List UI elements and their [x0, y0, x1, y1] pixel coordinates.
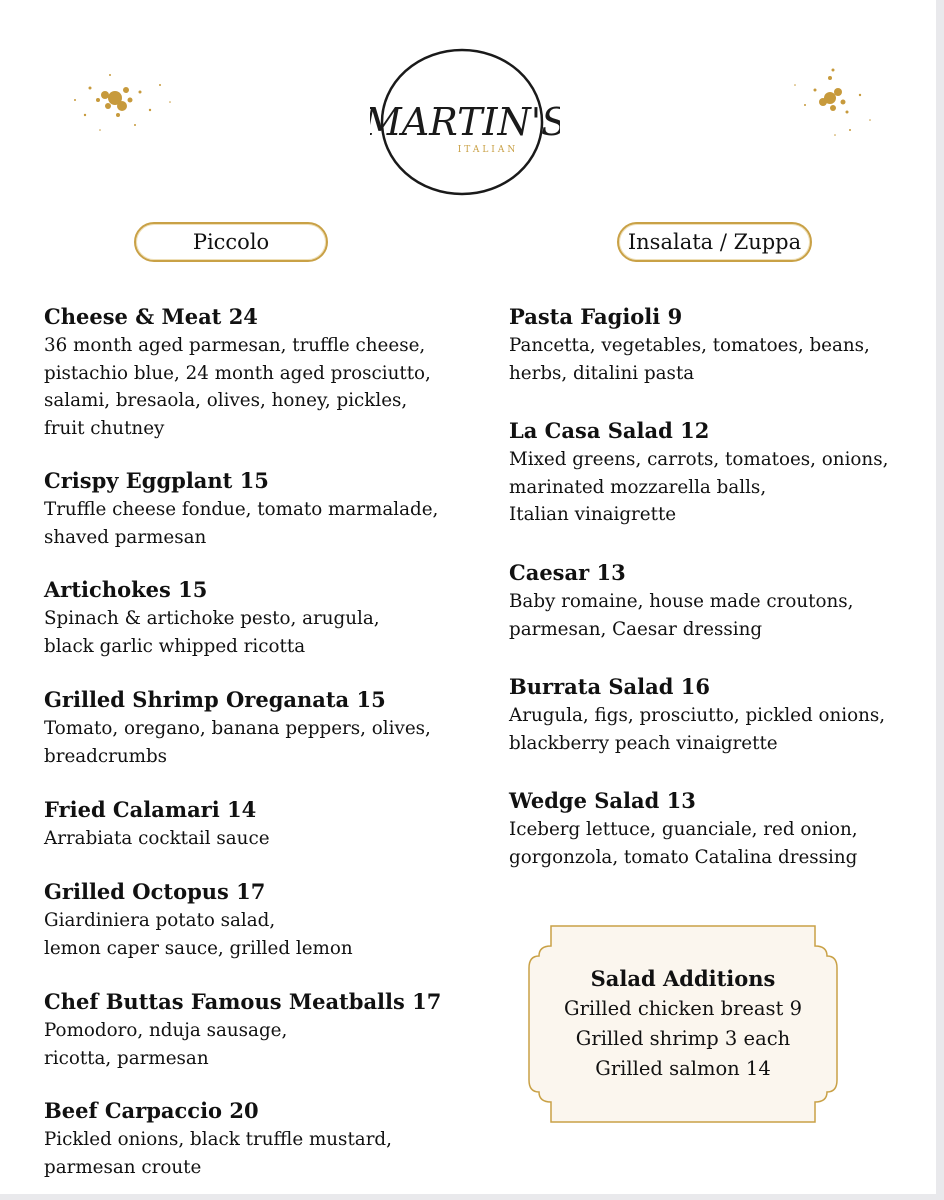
menu-item-name: Fried Calamari 14: [44, 797, 257, 822]
section-title-piccolo-label: Piccolo: [192, 230, 270, 254]
menu-item-name: Crispy Eggplant 15: [44, 468, 269, 493]
menu-item: [509, 416, 929, 558]
section-title-piccolo: [134, 222, 328, 262]
menu-item-desc: 36 month aged parmesan, truffle cheese, pistachio blue, 24 month aged prosciutto, salami, bresaola, olives, honey, pickles, fruit chutney: [44, 335, 431, 439]
salad-addition-line: Grilled salmon 14: [595, 1057, 771, 1080]
menu-item: [44, 1096, 474, 1181]
menu-item-name: La Casa Salad 12: [509, 418, 710, 443]
logo-sub-text: ITALIAN: [457, 145, 519, 155]
salad-addition-line: Grilled chicken breast 9: [564, 997, 802, 1020]
menu-item-desc: Truffle cheese fondue, tomato marmalade, shaved parmesan: [44, 499, 439, 548]
menu-item-name: Burrata Salad 16: [509, 674, 710, 699]
salad-additions-box: [527, 924, 839, 1124]
piccolo-list: [44, 302, 474, 1181]
menu-item-desc: Spinach & artichoke pesto, arugula, black garlic whipped ricotta: [44, 608, 380, 657]
menu-item: [509, 558, 929, 672]
menu-item-name: Pasta Fagioli 9: [509, 304, 683, 329]
menu-item: [44, 575, 474, 685]
menu-item-desc: Mixed greens, carrots, tomatoes, onions, marinated mozzarella balls, Italian vinaigrette: [509, 449, 889, 525]
menu-item-name: Grilled Octopus 17: [44, 879, 266, 904]
menu-item-name: Beef Carpaccio 20: [44, 1098, 259, 1123]
menu-item: [44, 987, 474, 1096]
menu-item: [509, 302, 929, 416]
menu-item: [509, 786, 929, 871]
menu-item-name: Wedge Salad 13: [509, 788, 696, 813]
menu-item: [44, 302, 474, 466]
martins-logo: [370, 40, 560, 205]
menu-item: [44, 466, 474, 575]
insalata-list: [509, 302, 929, 871]
menu-item-desc: Arrabiata cocktail sauce: [44, 828, 270, 849]
menu-item: [44, 877, 474, 987]
menu-item-desc: Iceberg lettuce, guanciale, red onion, gorgonzola, tomato Catalina dressing: [509, 819, 858, 868]
menu-item: [509, 672, 929, 786]
menu-item-desc: Arugula, figs, prosciutto, pickled onions, blackberry peach vinaigrette: [509, 705, 886, 754]
section-title-insalata-label: Insalata / Zuppa: [627, 230, 802, 254]
menu-item-name: Chef Buttas Famous Meatballs 17: [44, 989, 442, 1014]
gold-splatter-right-icon: [775, 40, 925, 180]
salad-addition-line: Grilled shrimp 3 each: [575, 1027, 791, 1050]
salad-additions-title: Salad Additions: [590, 966, 776, 991]
menu-item: [44, 685, 474, 795]
menu-item-name: Artichokes 15: [44, 577, 208, 602]
menu-item-desc: Pancetta, vegetables, tomatoes, beans, herbs, ditalini pasta: [509, 335, 870, 384]
menu-item-desc: Baby romaine, house made croutons, parmesan, Caesar dressing: [509, 591, 854, 640]
menu-item-name: Grilled Shrimp Oreganata 15: [44, 687, 386, 712]
section-title-insalata: [617, 222, 812, 262]
menu-item-desc: Pickled onions, black truffle mustard, parmesan croute: [44, 1129, 392, 1178]
menu-item-desc: Giardiniera potato salad, lemon caper sauce, grilled lemon: [44, 910, 353, 959]
menu-item: [44, 795, 474, 877]
menu-item-desc: Pomodoro, nduja sausage, ricotta, parmesan: [44, 1020, 288, 1069]
logo-brand-text: MARTIN'S: [370, 100, 560, 144]
menu-item-desc: Tomato, oregano, banana peppers, olives, breadcrumbs: [44, 718, 431, 767]
gold-splatter-left-icon: [60, 40, 210, 180]
menu-item-name: Cheese & Meat 24: [44, 304, 258, 329]
menu-item-name: Caesar 13: [509, 560, 626, 585]
